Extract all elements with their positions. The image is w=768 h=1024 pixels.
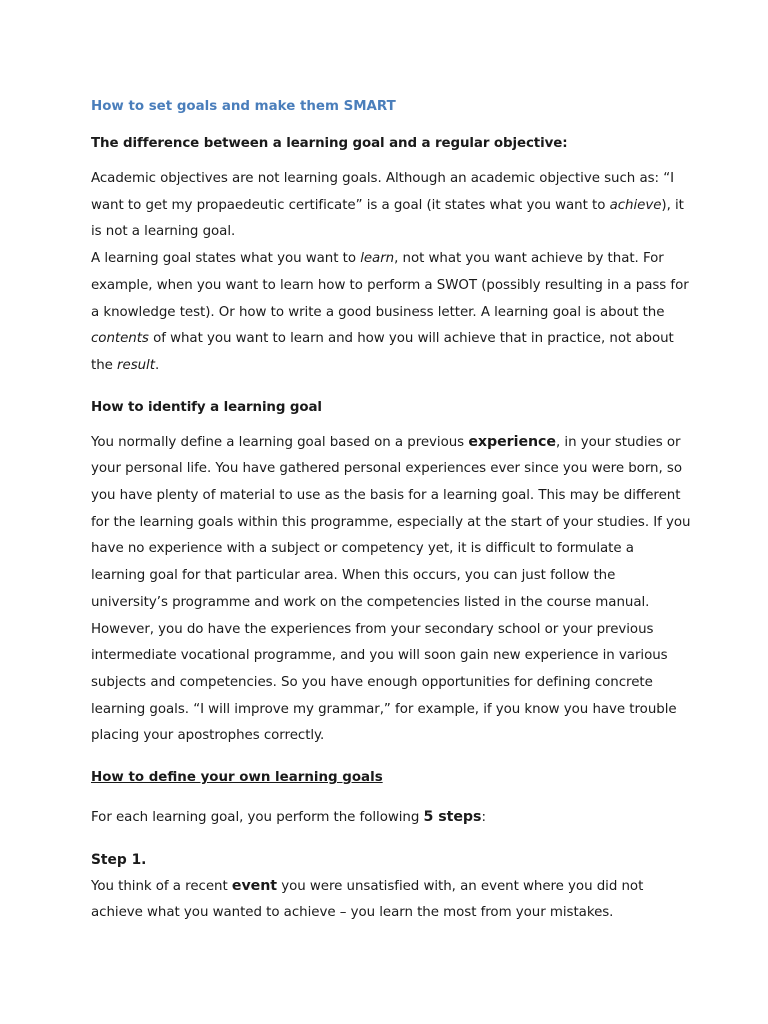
italic-text: learn [360,251,395,267]
italic-text: result [117,357,155,373]
text-run: You think of a recent [91,878,232,894]
document-page [91,96,691,927]
text-run: . [154,357,160,373]
text-run: of what you want to learn and how you will achieve that in practice, not about the [91,331,674,373]
paragraph-five-steps-intro [91,804,691,832]
section-heading-difference: The difference between a learning goal and a regular objective: [91,136,568,151]
text-run: ), it is not a learning goal. [91,197,684,240]
bold-text: 5 steps [423,809,482,826]
text-run: Academic objectives are not learning goals. Although an academic objective such as: “I want to get my propaedeutic certificate” is a goal (it states what you want to [91,171,674,213]
section-heading-identify: How to identify a learning goal [91,399,322,415]
text-run: For each learning goal, you perform the following [91,810,424,826]
paragraph-step-1 [91,873,691,927]
italic-text: contents [91,331,149,347]
section-heading-define: How to define your own learning goals [91,770,383,786]
document-title: How to set goals and make them SMART [91,99,396,114]
paragraph-identify-learning-goal [91,429,691,750]
text-run: , in your studies or your personal life. You have gathered personal experiences ever since you were born, so you have plenty of material to use as the basis for a learning goal. This may be different for the learning goals within this programme, especially at the start of your studies. If you have no experience with a subject or competency yet, it is difficult to formulate a learning goal for that particular area. When this occurs, you can just follow the university’s programme and work on the competencies listed in the course manual. However, you do have the experiences from your secondary school or your previous intermediate vocational programme, and you will soon gain new experience in various subjects and competencies. So you have enough opportunities for defining concrete learning goals. “I will improve my grammar,” for example, if you know you have trouble placing your apostrophes correctly. [91,434,691,744]
italic-text: achieve [609,197,662,213]
bold-text: experience [468,433,556,450]
text-run: You normally define a learning goal based on a previous [91,434,469,450]
bold-text: event [231,877,278,894]
text-run: , not what you want achieve by that. For example, when you want to learn how to perform a SWOT (possibly resulting in a pass for a knowledge test). Or how to write a good business letter. A learning goal is about the [91,251,689,320]
text-run: A learning goal states what you want to [91,251,361,267]
text-run: you were unsatisfied with, an event where you did not achieve what you wanted to achieve – you learn the most from your mistakes. [91,878,644,921]
text-run: : [481,810,486,826]
paragraph-learning-goal-definition [91,246,691,380]
step-1-heading: Step 1. [91,851,147,868]
paragraph-academic-objectives [91,166,691,246]
